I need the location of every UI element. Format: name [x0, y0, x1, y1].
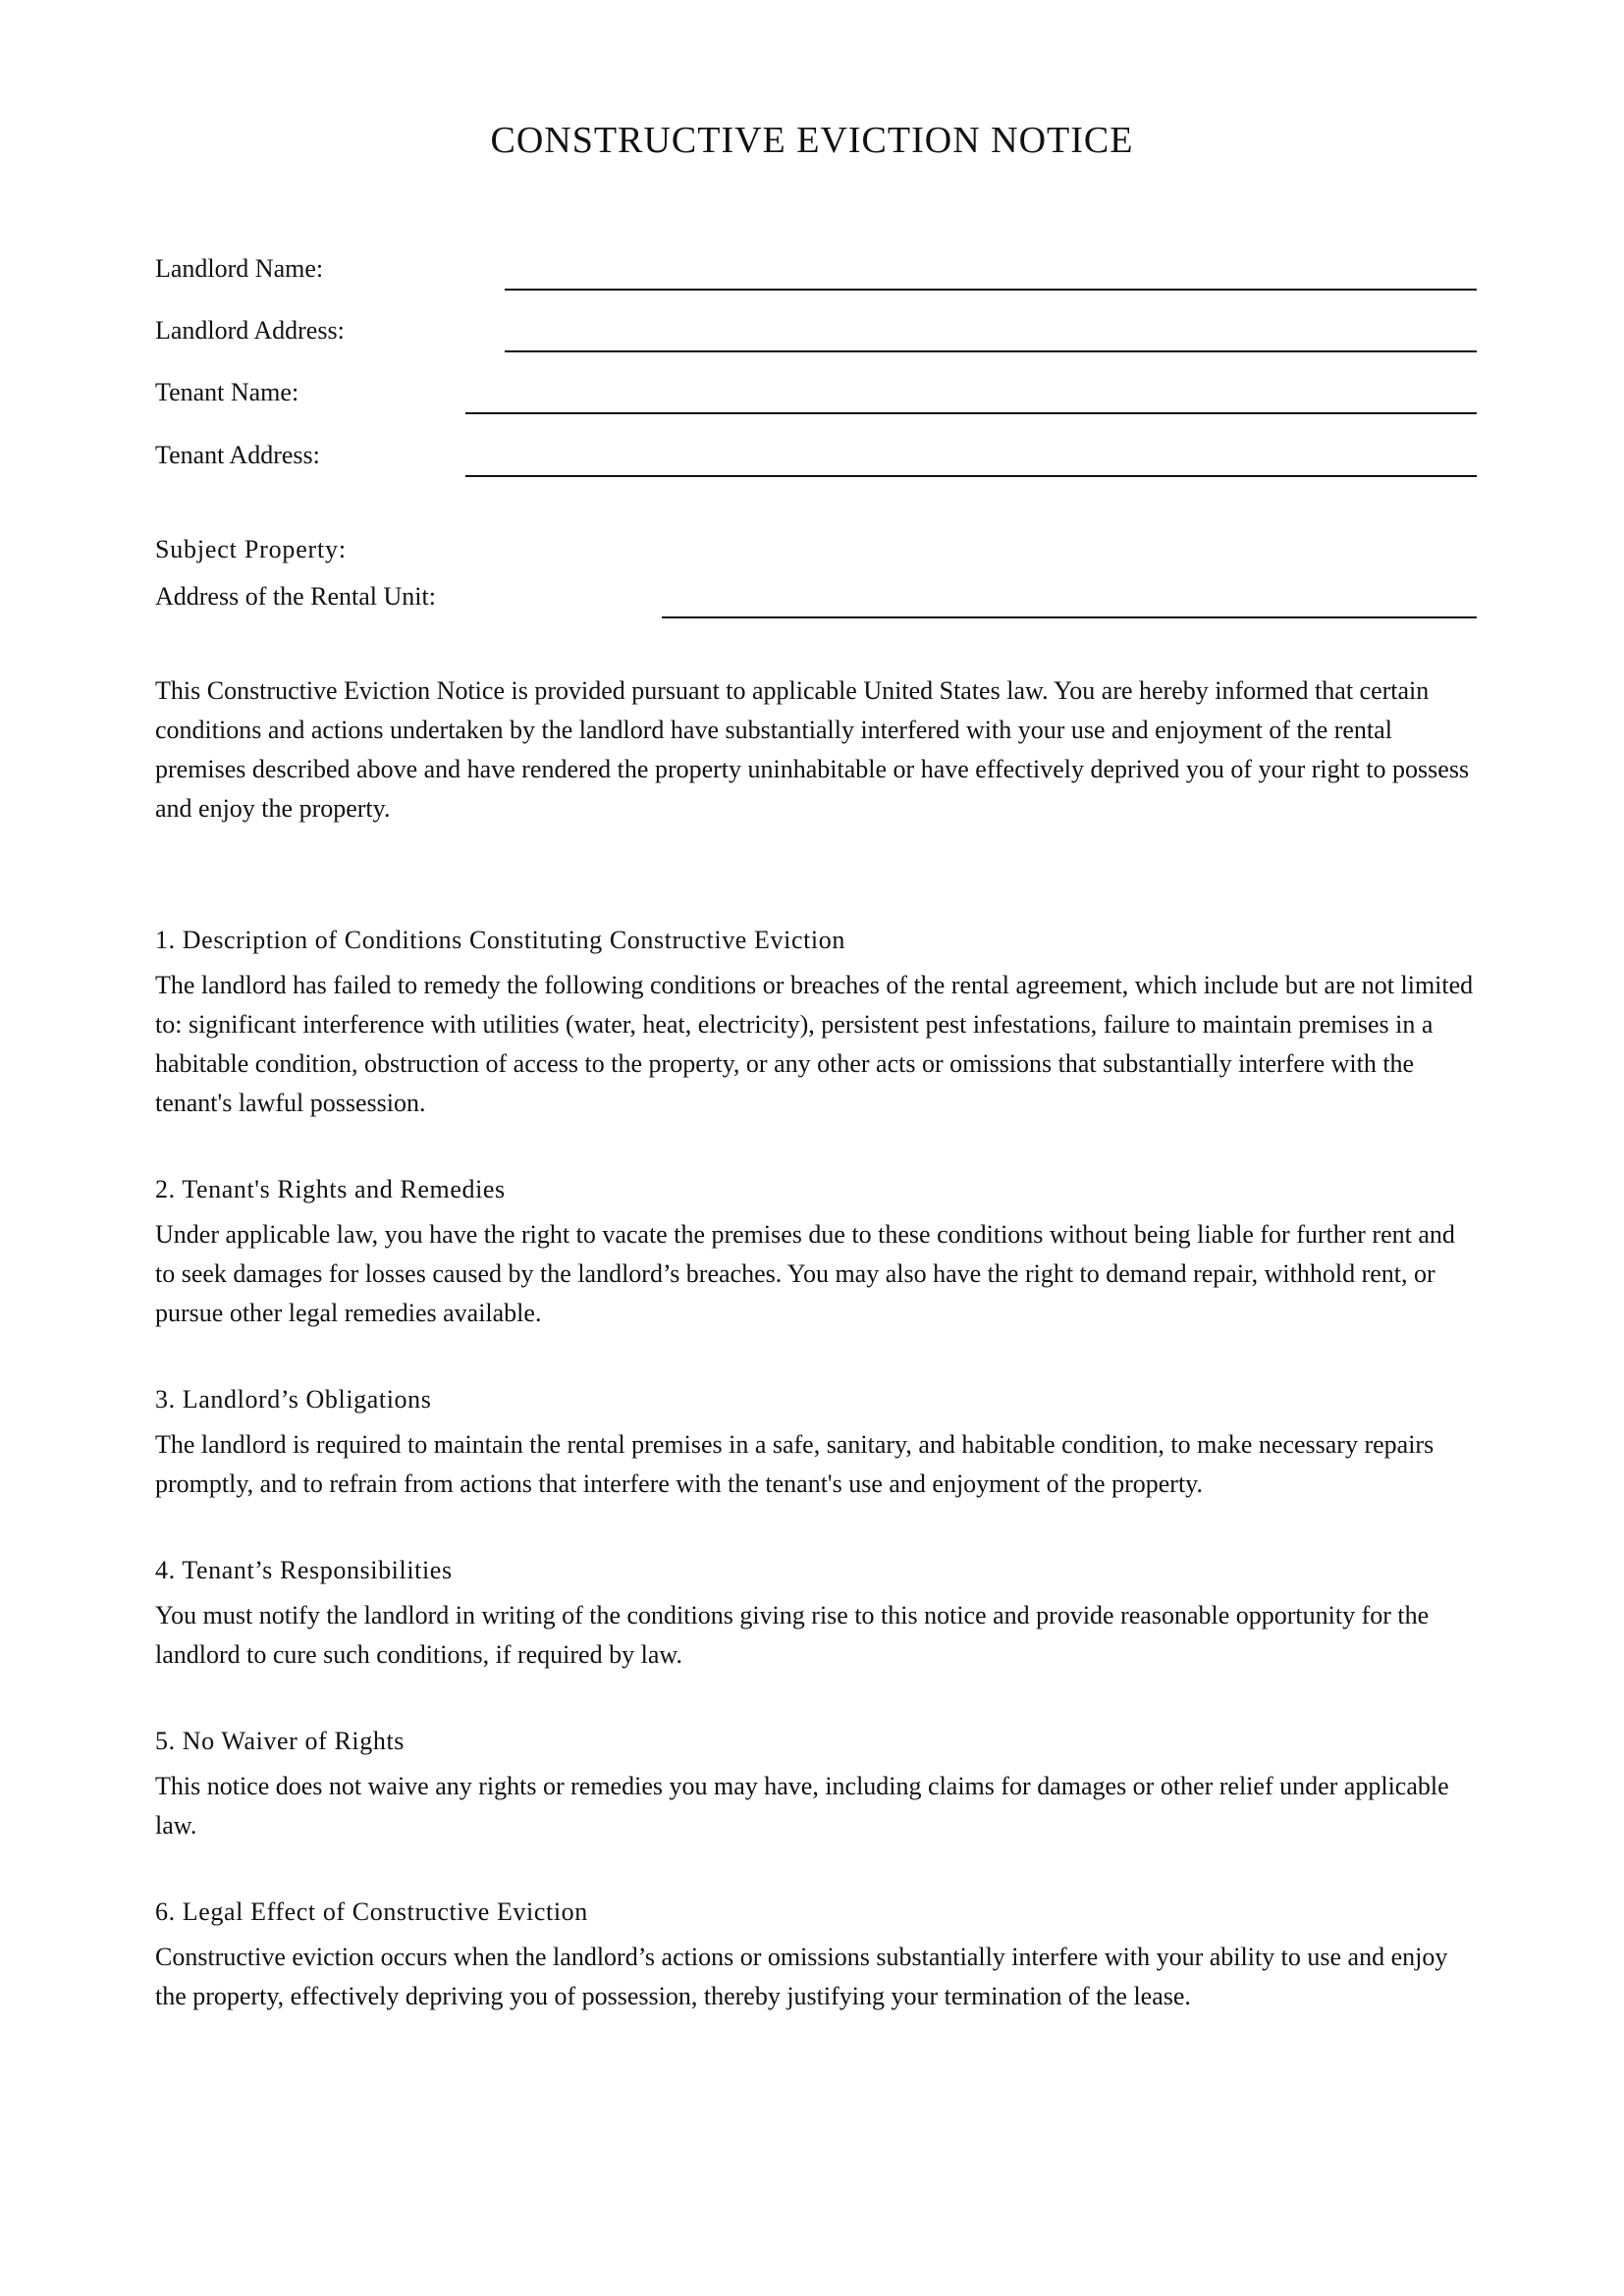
- tenant-address-label: Tenant Address:: [155, 441, 320, 469]
- section-2-heading: 2. Tenant's Rights and Remedies: [155, 1175, 506, 1203]
- landlord-name-row: [155, 251, 1477, 291]
- section-1-heading: 1. Description of Conditions Constituting Constructive Eviction: [155, 926, 845, 954]
- rental-unit-address-row: [155, 579, 1477, 618]
- rental-unit-address-label: Address of the Rental Unit:: [155, 582, 436, 611]
- section-4-body: You must notify the landlord in writing of the conditions giving rise to this notice and provide reasonable opportunity for the landlord to cure such conditions, if required by law.: [155, 1601, 1430, 1669]
- section-5-heading: 5. No Waiver of Rights: [155, 1727, 405, 1755]
- page-title: CONSTRUCTIVE EVICTION NOTICE: [490, 120, 1134, 161]
- tenant-name-field[interactable]: [465, 412, 1477, 414]
- section-6-heading: 6. Legal Effect of Constructive Eviction: [155, 1897, 588, 1926]
- section-1-body: The landlord has failed to remedy the following conditions or breaches of the rental agreement, which include but are not limited to: significant interference with utilities (water, heat, electricity), persistent pest infestations, failure to maintain premises in a habitable condition, obstruction of access to the property, or any other acts or omissions that substantially interfere with the tenant's lawful possession.: [155, 971, 1474, 1117]
- landlord-address-row: [155, 313, 1477, 352]
- section-4-heading: 4. Tenant’s Responsibilities: [155, 1556, 453, 1584]
- landlord-address-field[interactable]: [505, 350, 1477, 352]
- section-3-body: The landlord is required to maintain the rental premises in a safe, sanitary, and habitable condition, to make necessary repairs promptly, and to refrain from actions that interfere with the tenant's use and enjoyment of the property.: [155, 1430, 1435, 1498]
- rental-unit-address-field[interactable]: [662, 616, 1477, 618]
- section-2-body: Under applicable law, you have the right to vacate the premises due to these conditions without being liable for further rent and to seek damages for losses caused by the landlord’s breaches. You may also have the right to demand repair, withhold rent, or pursue other legal remedies available.: [155, 1220, 1455, 1327]
- landlord-address-label: Landlord Address:: [155, 316, 345, 345]
- intro-paragraph: This Constructive Eviction Notice is provided pursuant to applicable United States law. You are hereby informed that certain conditions and actions undertaken by the landlord have substantially interfered with your use and enjoyment of the rental premises described above and have rendered the property uninhabitable or have effectively deprived you of your right to possess and enjoy the property.: [155, 676, 1470, 823]
- section-6-body: Constructive eviction occurs when the landlord’s actions or omissions substantially interfere with your ability to use and enjoy the property, effectively depriving you of possession, thereby justifying your termination of the lease.: [155, 1943, 1448, 2010]
- tenant-name-row: [155, 375, 1477, 414]
- tenant-name-label: Tenant Name:: [155, 378, 299, 406]
- landlord-name-label: Landlord Name:: [155, 254, 324, 283]
- landlord-name-field[interactable]: [505, 289, 1477, 291]
- tenant-address-row: [155, 438, 1477, 477]
- section-5-body: This notice does not waive any rights or remedies you may have, including claims for damages or other relief under applicable law.: [155, 1772, 1449, 1840]
- subject-property-label: Subject Property:: [155, 535, 347, 563]
- section-3-heading: 3. Landlord’s Obligations: [155, 1385, 432, 1414]
- tenant-address-field[interactable]: [465, 475, 1477, 477]
